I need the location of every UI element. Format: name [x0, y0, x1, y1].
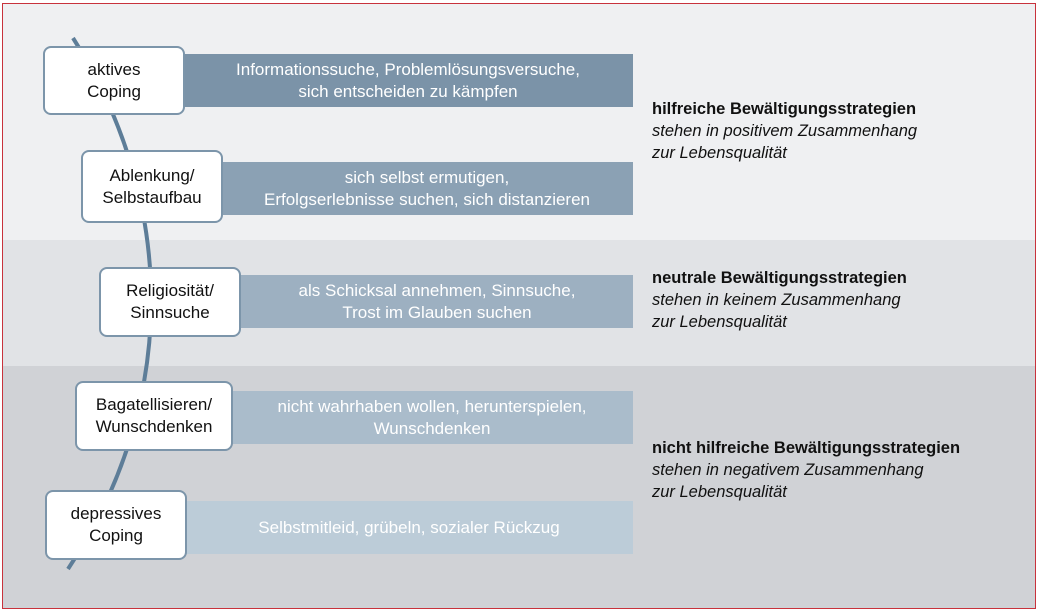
category-subtitle: stehen in keinem Zusammenhang zur Lebensqualität	[652, 291, 901, 331]
category-title: hilfreiche Bewältigungsstrategien	[652, 100, 917, 118]
strategy-box-bagatellisieren: Bagatellisieren/ Wunschdenken	[75, 381, 233, 451]
category-helpful	[652, 98, 917, 164]
strategy-box-aktives-coping: aktives Coping	[43, 46, 185, 115]
category-title: nicht hilfreiche Bewältigungsstrategien	[652, 439, 961, 457]
bar-religiositaet: als Schicksal annehmen, Sinnsuche, Trost im Glauben suchen	[241, 275, 633, 328]
bar-aktives-coping: Informationssuche, Problemlösungsversuche, sich entscheiden zu kämpfen	[183, 54, 633, 107]
category-neutral	[652, 267, 907, 333]
bar-depressives-coping: Selbstmitleid, grübeln, sozialer Rückzug	[185, 501, 633, 554]
category-unhelpful	[652, 437, 960, 503]
diagram-frame	[2, 3, 1036, 609]
category-title: neutrale Bewältigungsstrategien	[652, 269, 907, 287]
category-subtitle: stehen in negativem Zusammenhang zur Lebensqualität	[652, 461, 924, 501]
category-subtitle: stehen in positivem Zusammenhang zur Lebensqualität	[652, 122, 918, 162]
strategy-box-ablenkung: Ablenkung/ Selbstaufbau	[81, 150, 223, 223]
strategy-box-depressives-coping: depressives Coping	[45, 490, 187, 560]
bar-bagatellisieren: nicht wahrhaben wollen, herunterspielen, Wunschdenken	[231, 391, 633, 444]
strategy-box-religiositaet: Religiosität/ Sinnsuche	[99, 267, 241, 337]
bar-ablenkung: sich selbst ermutigen, Erfolgserlebnisse suchen, sich distanzieren	[221, 162, 633, 215]
